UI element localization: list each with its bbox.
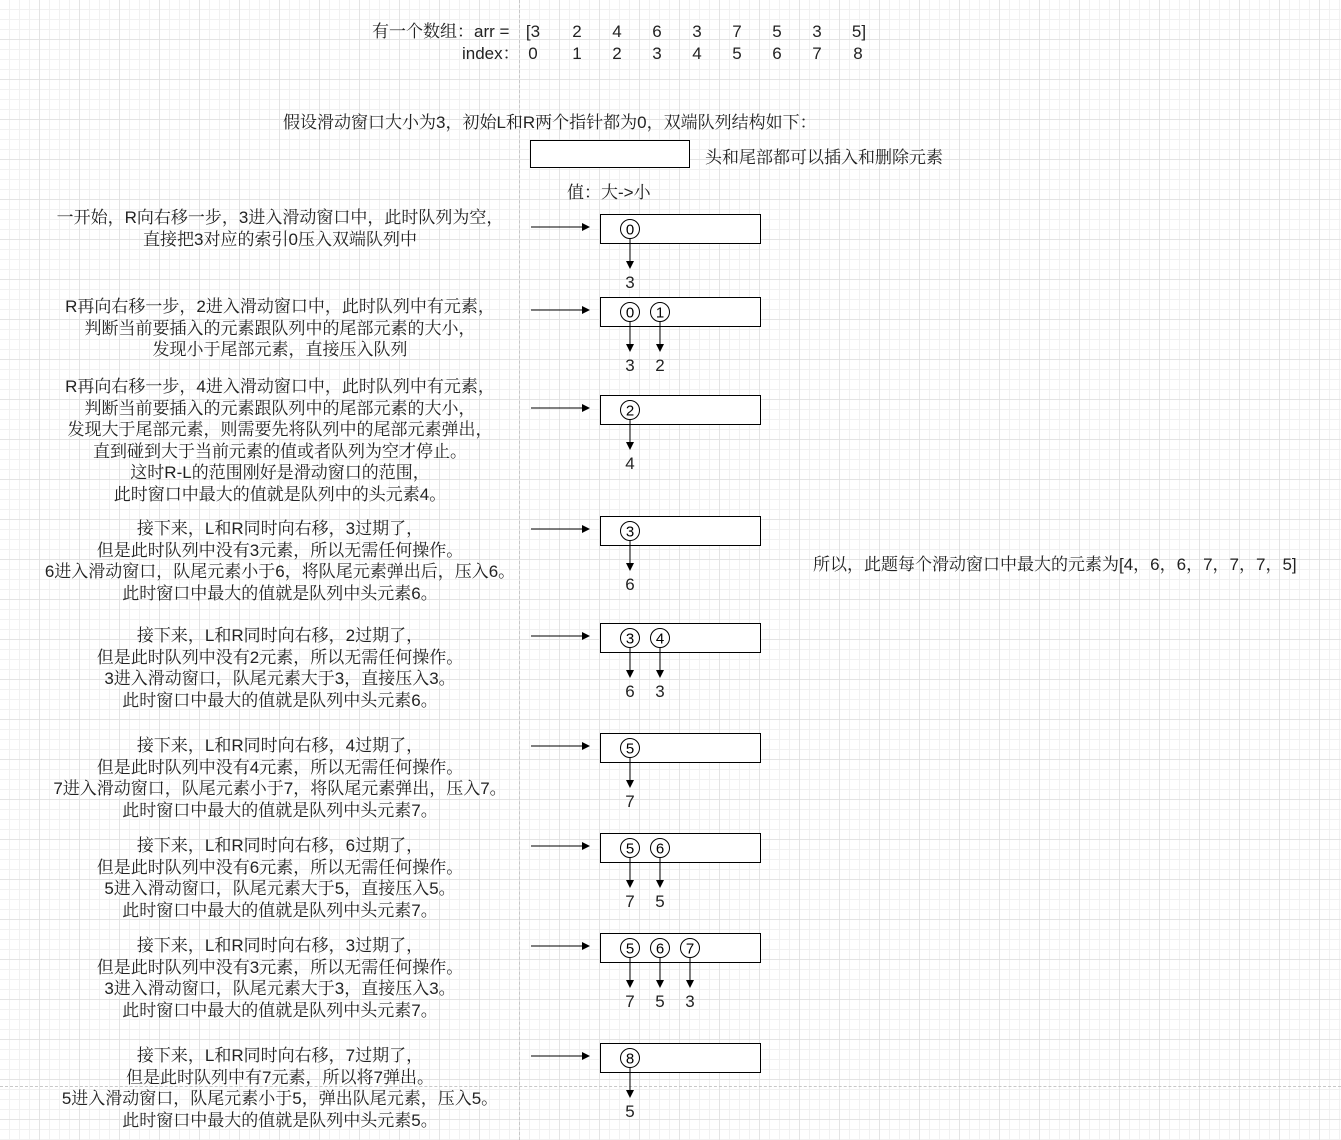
deque-index-label: 0 — [625, 221, 635, 239]
step-description-line: 但是此时队列中没有4元素，所以无需任何操作。 — [96, 757, 464, 777]
deque-index-label: 3 — [625, 630, 635, 648]
index-value: 1 — [572, 44, 582, 63]
arr-value: 6 — [652, 22, 662, 41]
intro-text: 假设滑动窗口大小为3，初始L和R两个指针都为0，双端队列结构如下： — [283, 113, 817, 132]
arr-value: 7 — [732, 22, 742, 41]
deque-index-label: 8 — [625, 1050, 635, 1068]
deque-value-label: 7 — [625, 992, 635, 1011]
index-value: 7 — [812, 44, 822, 63]
deque-index-label: 5 — [625, 940, 635, 958]
step-deque — [531, 834, 761, 912]
arr-value: [3 — [525, 22, 541, 41]
deque-index-label: 1 — [655, 304, 665, 322]
deque-legend-label: 头和尾部都可以插入和删除元素 — [705, 148, 943, 167]
step-description-line: 但是此时队列中没有2元素，所以无需任何操作。 — [96, 647, 464, 667]
step-description-line: 直到碰到大于当前元素的值或者队列为空才停止。 — [93, 441, 467, 461]
deque-value-label: 5 — [655, 992, 665, 1011]
step-deque — [531, 215, 761, 293]
step-description-line: 此时窗口中最大的值就是队列中的头元素4。 — [113, 484, 447, 504]
deque-value-label: 2 — [655, 356, 665, 375]
step-description-line: 接下来，L和R同时向右移，7过期了， — [136, 1046, 424, 1065]
step-description-line: 5进入滑动窗口，队尾元素小于5，弹出队尾元素，压入5。 — [61, 1089, 499, 1108]
arr-value: 4 — [612, 22, 622, 41]
deque-value-label: 6 — [625, 575, 635, 594]
step-description-line: 发现大于尾部元素，则需要先将队列中的尾部元素弹出， — [67, 420, 493, 439]
step-description-line: 但是此时队列中没有3元素，所以无需任何操作。 — [96, 957, 464, 977]
step-description-line: 7进入滑动窗口，队尾元素小于7，将队尾元素弹出，压入7。 — [53, 779, 507, 798]
step-description-line: 但是此时队列中没有6元素，所以无需任何操作。 — [96, 857, 464, 877]
step-description-line: 此时窗口中最大的值就是队列中头元素7。 — [122, 800, 438, 820]
step-description-line: 5进入滑动窗口，队尾元素大于5，直接压入5。 — [104, 879, 456, 898]
step-description-line: 发现小于尾部元素，直接压入队列 — [152, 340, 408, 359]
step-description-line: 直接把3对应的索引0压入双端队列中 — [143, 229, 417, 249]
step-deque — [531, 396, 761, 474]
deque-value-label: 5 — [625, 1102, 635, 1121]
deque-value-label: 3 — [625, 356, 635, 375]
step-deque — [531, 298, 761, 376]
step-deque — [531, 1044, 761, 1122]
step-description-line: 此时窗口中最大的值就是队列中头元素6。 — [122, 690, 438, 710]
deque-value-label: 7 — [625, 792, 635, 811]
step-description-line: 接下来，L和R同时向右移，4过期了， — [136, 736, 424, 755]
arr-label: 有一个数组：arr = — [372, 22, 510, 41]
index-value: 5 — [732, 44, 742, 63]
step-description-line: R再向右移一步，2进入滑动窗口中，此时队列中有元素， — [65, 297, 495, 316]
deque-index-label: 7 — [685, 940, 695, 958]
index-value: 6 — [772, 44, 782, 63]
deque-index-label: 4 — [655, 630, 665, 648]
index-label: index： — [462, 44, 520, 63]
step-description-line: 3进入滑动窗口，队尾元素大于3，直接压入3。 — [104, 979, 456, 998]
deque-index-label: 6 — [655, 840, 665, 858]
step-description-line: 接下来，L和R同时向右移，2过期了， — [136, 626, 424, 645]
step-description-line: 此时窗口中最大的值就是队列中头元素7。 — [122, 1000, 438, 1020]
arr-value: 2 — [572, 22, 582, 41]
deque-index-label: 2 — [625, 402, 635, 420]
deque-value-label: 4 — [625, 454, 635, 473]
deque-value-label: 3 — [625, 273, 635, 292]
step-description-line: 此时窗口中最大的值就是队列中头元素6。 — [122, 583, 438, 603]
step-description-line: 这时R-L的范围刚好是滑动窗口的范围， — [130, 463, 430, 482]
deque-value-label: 5 — [655, 892, 665, 911]
index-value: 8 — [853, 44, 863, 63]
deque-index-label: 5 — [625, 740, 635, 758]
index-value: 0 — [528, 44, 538, 63]
deque-index-label: 3 — [625, 523, 635, 541]
step-description-line: 此时窗口中最大的值就是队列中头元素5。 — [122, 1110, 438, 1130]
arr-value: 3 — [692, 22, 702, 41]
deque-value-label: 7 — [625, 892, 635, 911]
step-description-line: 但是此时队列中没有3元素，所以无需任何操作。 — [96, 540, 464, 560]
step-deque — [531, 734, 761, 812]
step-description-line: 接下来，L和R同时向右移，3过期了， — [136, 519, 424, 538]
deque-index-label: 6 — [655, 940, 665, 958]
summary-text: 所以，此题每个滑动窗口中最大的元素为[4，6，6，7，7，7，5] — [813, 555, 1297, 574]
step-description-line: 判断当前要插入的元素跟队列中的尾部元素的大小， — [84, 398, 476, 418]
deque-value-label: 6 — [625, 682, 635, 701]
step-deque — [531, 624, 761, 702]
deque-order-label: 值：大->小 — [567, 183, 651, 202]
arr-value: 3 — [812, 22, 822, 41]
deque-value-label: 3 — [655, 682, 665, 701]
arr-value: 5 — [772, 22, 782, 41]
index-value: 3 — [652, 44, 662, 63]
step-description-line: 此时窗口中最大的值就是队列中头元素7。 — [122, 900, 438, 920]
deque-index-label: 5 — [625, 840, 635, 858]
index-value: 2 — [612, 44, 622, 63]
step-description-line: 6进入滑动窗口，队尾元素小于6，将队尾元素弹出后，压入6。 — [44, 562, 516, 581]
step-deque — [531, 517, 761, 595]
index-value: 4 — [692, 44, 702, 63]
step-deque — [531, 934, 761, 1012]
step-description-line: 一开始，R向右移一步，3进入滑动窗口中，此时队列为空， — [56, 208, 504, 227]
step-description-line: 但是此时队列中有7元素，所以将7弹出。 — [126, 1067, 434, 1087]
step-description-line: 接下来，L和R同时向右移，3过期了， — [136, 936, 424, 955]
step-description-line: 接下来，L和R同时向右移，6过期了， — [136, 836, 424, 855]
step-description-line: 3进入滑动窗口，队尾元素大于3，直接压入3。 — [104, 669, 456, 688]
arr-value: 5] — [851, 22, 867, 41]
step-description-line: R再向右移一步，4进入滑动窗口中，此时队列中有元素， — [65, 377, 495, 396]
step-description-line: 判断当前要插入的元素跟队列中的尾部元素的大小， — [84, 318, 476, 338]
deque-index-label: 0 — [625, 304, 635, 322]
deque-value-label: 3 — [685, 992, 695, 1011]
